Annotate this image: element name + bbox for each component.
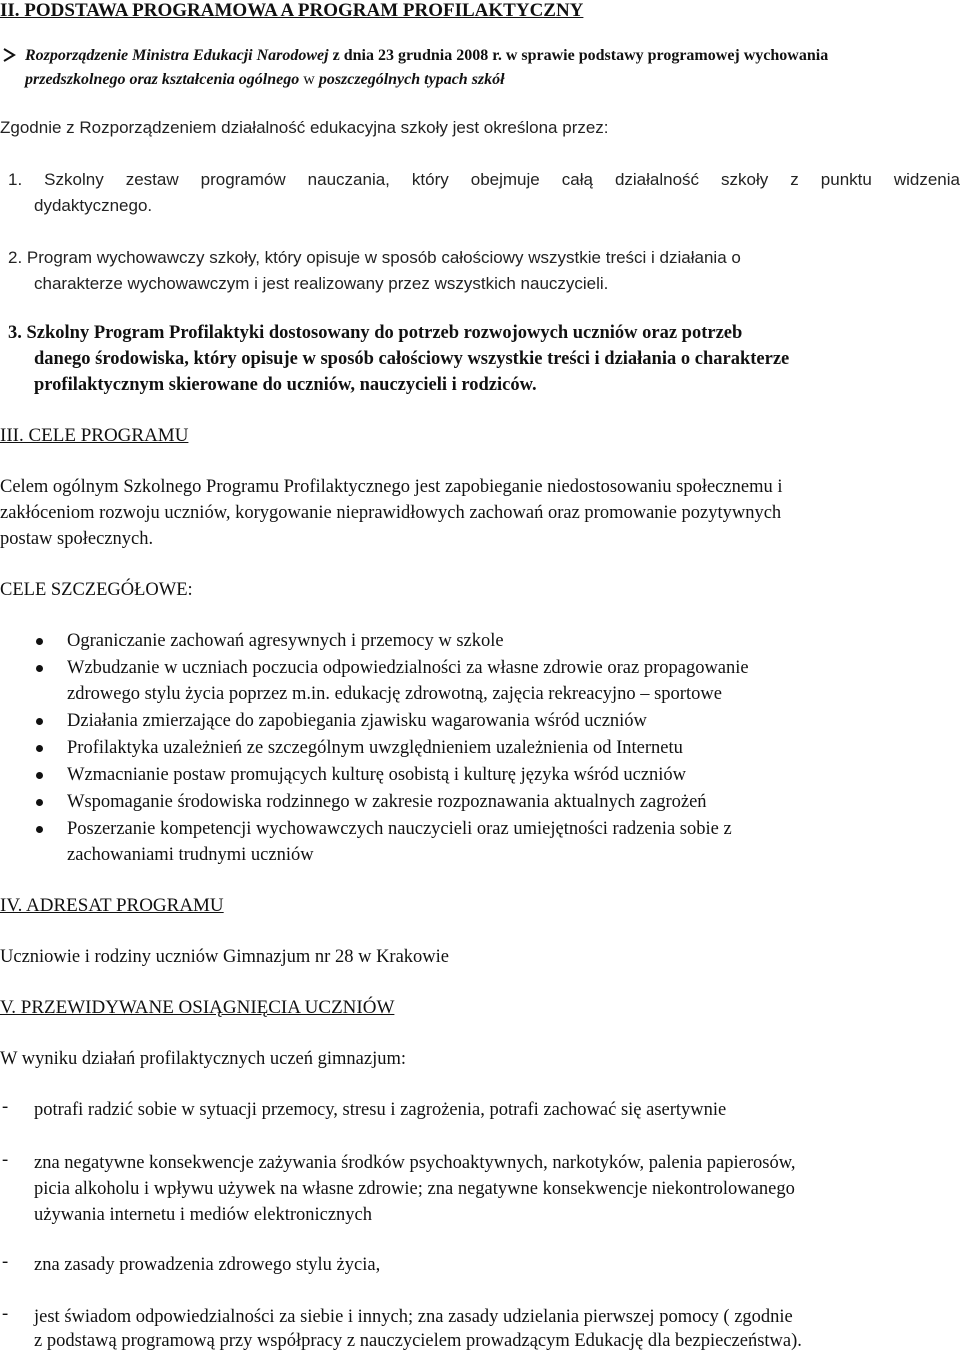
arrowhead-bullet-icon (2, 48, 18, 62)
general-goal-line-3: postaw społecznych. (0, 529, 154, 549)
bullet-text-cont: zachowaniami trudnymi uczniów (67, 845, 314, 865)
outcome-text: jest świadom odpowiedzialności za siebie i innych; zna zasady udzielania pierwszej pomocy ( zgodnie (34, 1307, 793, 1327)
regulation-title: Rozporządzenie Ministra Edukacji Narodowej (25, 47, 329, 64)
list-item (0, 1150, 960, 1230)
section-3-title: III. CELE PROGRAMU (0, 425, 189, 446)
bullet-dot-icon (36, 665, 43, 672)
outcomes-intro: W wyniku działań profilaktycznych uczeń gimnazjum: (0, 1049, 407, 1069)
regulation-subject-cont: przedszkolnego oraz kształcenia ogólnego (25, 71, 300, 88)
bullet-text: Wzmacnianie postaw promujących kulturę osobistą i kulturę języka wśród uczniów (67, 765, 687, 785)
list-item (0, 1097, 960, 1127)
item-2-line-1: 2. Program wychowawczy szkoły, który opisuje w sposób całościowy wszystkie treści i działania o (8, 248, 741, 267)
outcome-text-cont: używania internetu i mediów elektronicznych (34, 1205, 373, 1225)
bullet-dot-icon (36, 799, 43, 806)
outcome-text: zna zasady prowadzenia zdrowego stylu życia, (34, 1255, 381, 1275)
addressee-text: Uczniowie i rodziny uczniów Gimnazjum nr 28 w Krakowie (0, 947, 450, 967)
bullet-text: Wspomaganie środowiska rodzinnego w zakresie rozpoznawania aktualnych zagrożeń (67, 792, 707, 812)
list-item (0, 1252, 960, 1282)
bullet-text: Poszerzanie kompetencji wychowawczych nauczycieli oraz umiejętności radzenia sobie z (67, 819, 732, 839)
bullet-text: Wzbudzanie w uczniach poczucia odpowiedzialności za własne zdrowie oraz propagowanie (67, 658, 749, 678)
item-3-line-1: 3. Szkolny Program Profilaktyki dostosowany do potrzeb rozwojowych uczniów oraz potrzeb (8, 323, 743, 343)
bullet-text: Profilaktyka uzależnień ze szczególnym uwzględnieniem uzależnienia od Internetu (67, 738, 683, 758)
item-1-line-1: 1. Szkolny zestaw programów nauczania, który obejmuje całą działalność szkoły z punktu widzenia (8, 170, 960, 189)
bullet-dot-icon (36, 745, 43, 752)
bullet-dot-icon (36, 772, 43, 779)
bullet-dot-icon (36, 638, 43, 645)
section-2-title: II. PODSTAWA PROGRAMOWA A PROGRAM PROFILAKTYCZNY (0, 0, 584, 21)
dash-marker: - (2, 1150, 9, 1170)
outcome-text: zna negatywne konsekwencje zażywania środków psychoaktywnych, narkotyków, palenia papierosów, (34, 1153, 796, 1173)
detailed-goals-title: CELE SZCZEGÓŁOWE: (0, 580, 193, 600)
bullet-dot-icon (36, 718, 43, 725)
item-1 (0, 167, 960, 219)
section-5-title: V. PRZEWIDYWANE OSIĄGNIĘCIA UCZNIÓW (0, 997, 395, 1018)
regulation-date: z dnia 23 grudnia 2008 r. (332, 47, 502, 64)
regulation-subject: w sprawie podstawy programowej wychowania (505, 47, 829, 64)
regulation-school-types: poszczególnych typach szkół (318, 71, 505, 88)
general-goal-line-1: Celem ogólnym Szkolnego Programu Profilaktycznego jest zapobieganie niedostosowaniu społecznemu i (0, 477, 783, 497)
dash-marker: - (2, 1097, 9, 1117)
general-goal (0, 474, 960, 552)
regulation-word-w: w (303, 71, 315, 88)
item-2 (0, 245, 960, 297)
outcome-text: potrafi radzić sobie w sytuacji przemocy, stresu i zagrożenia, potrafi zachować się asertywnie (34, 1100, 727, 1120)
bullet-text: Ograniczanie zachowań agresywnych i przemocy w szkole (67, 631, 504, 651)
list-item (0, 1304, 960, 1353)
dash-marker: - (2, 1252, 9, 1272)
dash-marker: - (2, 1304, 9, 1324)
general-goal-line-2: zakłóceniom rozwoju uczniów, korygowanie nieprawidłowych zachowań oraz promowanie pozytywnych (0, 503, 782, 523)
item-1-line-2: dydaktycznego. (34, 196, 153, 215)
outcome-text-cont: picia alkoholu i wpływu używek na własne zdrowie; zna negatywne konsekwencje niekontrolowanego (34, 1179, 795, 1199)
item-3 (0, 320, 960, 398)
bullet-dot-icon (36, 826, 43, 833)
bullet-text-cont: zdrowego stylu życia poprzez m.in. edukację zdrowotną, zajęcia rekreacyjno – sportowe (67, 684, 722, 704)
section-4-title: IV. ADRESAT PROGRAMU (0, 895, 224, 916)
item-2-line-2: charakterze wychowawczym i jest realizowany przez wszystkich nauczycieli. (34, 274, 609, 293)
item-3-line-3: profilaktycznym skierowane do uczniów, nauczycieli i rodziców. (34, 375, 537, 395)
bullet-text: Działania zmierzające do zapobiegania zjawisku wagarowania wśród uczniów (67, 711, 647, 731)
outcome-text-cont: z podstawą programową przy współpracy z nauczycielem prowadzącym Edukację dla bezpieczeństwa). (34, 1331, 802, 1351)
item-3-line-2: danego środowiska, który opisuje w sposób całościowy wszystkie treści i działania o charakterze (34, 349, 790, 369)
intro-text: Zgodnie z Rozporządzeniem działalność edukacyjna szkoły jest określona przez: (0, 118, 609, 137)
regulation-reference (0, 44, 960, 98)
